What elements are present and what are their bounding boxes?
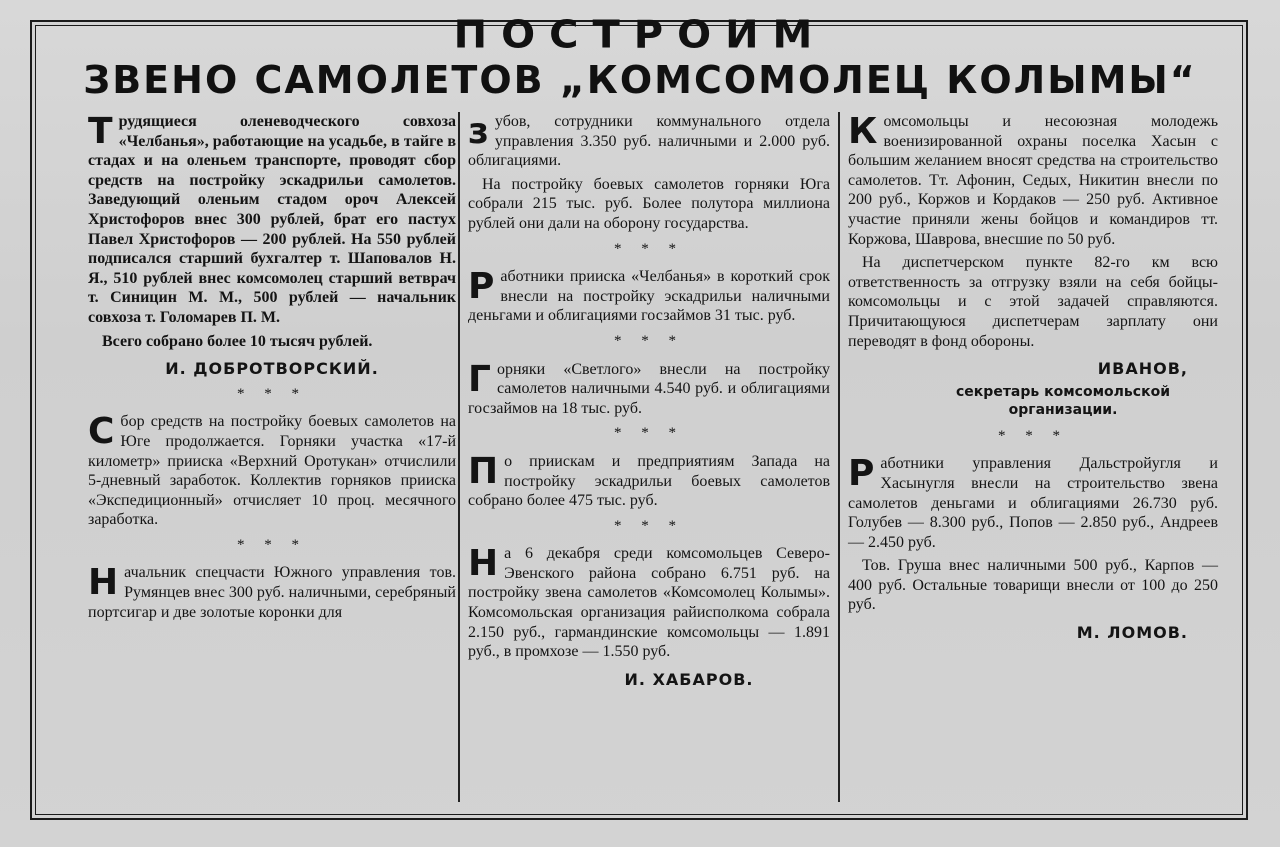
separator-stars: * * * bbox=[998, 427, 1068, 444]
col3-paragraph-1: Комсомольцы и несоюзная молодежь военизированной охраны поселка Хасын с большим желанием вносят средства на строительство самолетов. Тт. Афонин, Седых, Никитин внесли по 200 руб., Коржов и Кордаков — 250 руб. Активное участие приняли жены бойцов и командиров тт. Коржова, Шаврова, внесшие по 50 руб. bbox=[848, 111, 1218, 248]
col1-paragraph-2: Всего собрано более 10 тысяч рублей. bbox=[102, 332, 373, 350]
separator-stars: * * * bbox=[614, 425, 684, 442]
signature-ivanov-role: секретарь комсомольской организации. bbox=[956, 383, 1170, 418]
separator-stars: * * * bbox=[614, 332, 684, 349]
col3-paragraph-2: На диспетчерском пункте 82-го км всю ответственность за отгрузку взяли на себя бойцы-комсомольцы и с этой задачей справляются. Причитающуюся диспетчерам зарплату они переводят в фонд обороны. bbox=[848, 254, 1218, 350]
column-rule-2 bbox=[838, 112, 840, 802]
signature-lomov: М. ЛОМОВ. bbox=[1076, 623, 1188, 643]
headline-line-2: ЗВЕНО САМОЛЕТОВ „КОМСОМОЛЕЦ КОЛЫМЫ“ bbox=[83, 58, 1197, 102]
separator-stars: * * * bbox=[237, 385, 307, 402]
column-3 bbox=[848, 112, 1218, 802]
col2-paragraph-3: Работники прииска «Челбанья» в короткий срок внесли на постройку эскадрильи наличными деньгами и облигациями госзаймов 31 тыс. руб. bbox=[468, 266, 830, 325]
signature-dobrotvorsky: И. ДОБРОТВОРСКИЙ. bbox=[165, 359, 379, 379]
signature-ivanov: ИВАНОВ, bbox=[1097, 359, 1188, 379]
separator-stars: * * * bbox=[614, 240, 684, 257]
col1-paragraph-3: Сбор средств на постройку боевых самолетов на Юге продолжается. Горняки участка «17-й километр» прииска «Верхний Оротукан» отчислили 5-дневный заработок. Коллектив горняков прииска «Экспедиционный» отчисляет 10 проц. месячного заработка. bbox=[88, 411, 456, 529]
signature-khabarov: И. ХАБАРОВ. bbox=[624, 669, 754, 689]
col2-paragraph-4: Горняки «Светлого» внесли на постройку самолетов наличными 4.540 руб. и облигациями госзаймов на 18 тыс. руб. bbox=[468, 358, 830, 417]
col2-paragraph-1: зубов, сотрудники коммунального отдела управления 3.350 руб. наличными и 2.000 руб. облигациями. bbox=[468, 111, 830, 170]
separator-stars: * * * bbox=[614, 517, 684, 534]
col3-paragraph-4: Тов. Груша внес наличными 500 руб., Карпов — 400 руб. Остальные товарищи внесли от 100 до 250 руб. bbox=[848, 557, 1218, 614]
col1-paragraph-4: Начальник спецчасти Южного управления тов. Румянцев внес 300 руб. наличными, серебряный портсигар и две золотые коронки для bbox=[88, 562, 456, 621]
separator-stars: * * * bbox=[237, 536, 307, 553]
col2-paragraph-6: На 6 декабря среди комсомольцев Северо-Эвенского района собрано 6.751 руб. на постройку звена самолетов «Комсомолец Колымы». Комсомольская организация райисполкома собрала 2.150 руб., гармандинские комсомольцы — 1.891 руб., в промхозе — 1.550 руб. bbox=[468, 543, 830, 661]
col2-paragraph-2: На постройку боевых самолетов горняки Юга собрали 215 тыс. руб. Более полутора миллиона рублей они дали на оборону государства. bbox=[468, 175, 830, 232]
col3-paragraph-3: Работники управления Дальстройугля и Хасынугля внесли на строительство звена самолетов деньгами и облигациями 26.730 руб. Голубев — 8.300 руб., Попов — 2.850 руб., Андреев — 2.450 руб. bbox=[848, 453, 1218, 551]
column-2 bbox=[468, 112, 830, 802]
column-rule-1 bbox=[458, 112, 460, 802]
column-1 bbox=[88, 112, 456, 802]
headline-line-1: ПОСТРОИМ bbox=[453, 13, 827, 57]
col2-paragraph-5: По приискам и предприятиям Запада на постройку эскадрильи боевых самолетов собрано более 475 тыс. руб. bbox=[468, 450, 830, 510]
col1-paragraph-1: Трудящиеся оленеводческого совхоза «Челбанья», работающие на усадьбе, в тайге в стадах и на оленьем транспорте, проводят сбор средств на постройку эскадрильи самолетов. Заведующий оленьим стадом ороч Алексей Христофоров внес 300 рублей, брат его пастух Павел Христофоров — 200 рублей. На 550 рублей подписался старший бухгалтер т. Шаповалов Н. Я., 510 рублей внес комсомолец старший ветврач т. Синицин М. М., 500 рублей — начальник совхоза т. Голомарев П. М. bbox=[88, 111, 456, 326]
